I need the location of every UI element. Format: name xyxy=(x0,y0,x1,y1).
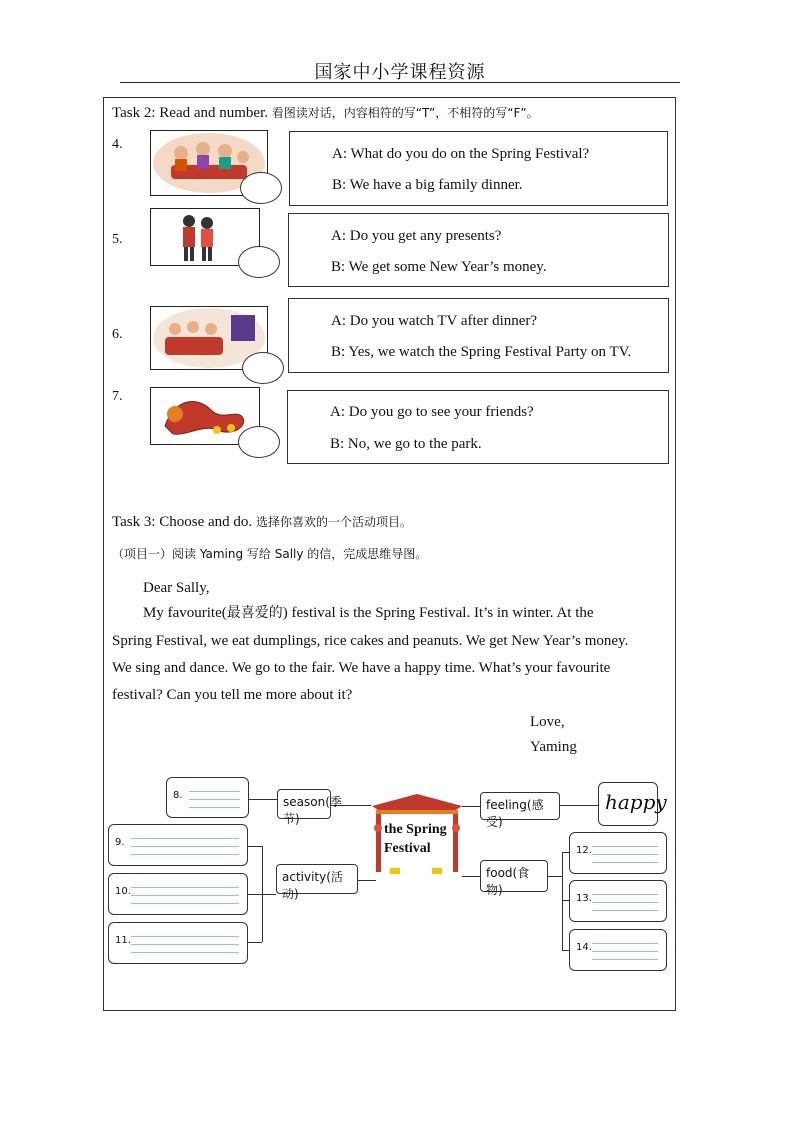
dialogue-question: A: Do you watch TV after dinner? xyxy=(331,313,538,329)
blank-number: 10. xyxy=(115,886,131,897)
connector-line xyxy=(548,876,562,877)
letter-greeting: Dear Sally, xyxy=(143,580,210,596)
item-number: 7. xyxy=(112,389,123,404)
dialogue-box xyxy=(288,213,669,287)
dialogue-question: A: Do you go to see your friends? xyxy=(330,404,534,420)
connector-line xyxy=(248,846,262,847)
center-title-line-2: Festival xyxy=(384,841,431,856)
dialogue-question: A: Do you get any presents? xyxy=(331,228,502,244)
letter-line-1 xyxy=(143,600,670,627)
dialogue-answer: B: Yes, we watch the Spring Festival Party on TV. xyxy=(331,344,632,360)
letter-line-3: We sing and dance. We go to the fair. We have a happy time. What’s your favourite xyxy=(112,660,611,676)
feeling-label: feeling(感受) xyxy=(480,792,560,820)
connector-line xyxy=(358,880,376,881)
blank-number: 9. xyxy=(115,837,125,848)
activity-label: activity(活动) xyxy=(276,864,358,894)
letter-chinese: 最喜爱的 xyxy=(226,605,283,621)
task3-instruction: 选择你喜欢的一个活动项目。 xyxy=(255,515,412,529)
dialogue-box xyxy=(289,131,668,206)
letter-line-2: Spring Festival, we eat dumplings, rice cakes and peanuts. We get New Year’s money. xyxy=(112,633,629,649)
answer-circle[interactable] xyxy=(240,172,282,204)
task3-title: Task 3: Choose and do. xyxy=(112,514,253,530)
letter-text: ) festival is the Spring Festival. It’s in winter. At the xyxy=(282,605,594,621)
dialogue-answer: B: We get some New Year’s money. xyxy=(331,259,547,275)
task2-heading xyxy=(112,104,539,122)
center-title-line-1: the Spring xyxy=(384,822,447,837)
letter-line-4: festival? Can you tell me more about it? xyxy=(112,687,353,703)
food-label: food(食物) xyxy=(480,860,548,892)
blank-number: 11. xyxy=(115,935,131,946)
feeling-answer: happy xyxy=(605,790,667,814)
connector-line xyxy=(249,799,277,800)
connector-line xyxy=(560,805,598,806)
answer-blank-14[interactable] xyxy=(569,929,667,971)
answer-blank-13[interactable] xyxy=(569,880,667,922)
task3-project: （项目一）阅读 Yaming 写给 Sally 的信，完成思维导图。 xyxy=(112,547,428,561)
blank-number: 13. xyxy=(576,893,592,904)
answer-blank-11[interactable] xyxy=(108,922,248,964)
dialogue-answer: B: No, we go to the park. xyxy=(330,436,482,452)
item-number: 5. xyxy=(112,232,123,247)
header-rule xyxy=(120,82,680,83)
blank-number: 8. xyxy=(173,790,183,801)
mindmap-center xyxy=(370,792,464,876)
task2-instruction: 看图读对话，内容相符的写“T”，不相符的写“F”。 xyxy=(271,106,539,120)
connector-line xyxy=(462,876,480,877)
item-number: 4. xyxy=(112,137,123,152)
dialogue-answer: B: We have a big family dinner. xyxy=(332,177,523,193)
dialogue-question: A: What do you do on the Spring Festival? xyxy=(332,146,590,162)
answer-circle[interactable] xyxy=(238,246,280,278)
answer-blank-10[interactable] xyxy=(108,873,248,915)
blank-number: 14. xyxy=(576,942,592,953)
page-header: 国家中小学课程资源 xyxy=(314,62,486,83)
task3-heading xyxy=(112,513,412,531)
answer-blank-12[interactable] xyxy=(569,832,667,874)
connector-line xyxy=(248,942,262,943)
item-number: 6. xyxy=(112,327,123,342)
letter-signature: Yaming xyxy=(530,739,577,755)
letter-closing: Love, xyxy=(530,714,565,730)
answer-blank-8[interactable] xyxy=(166,777,249,818)
answer-circle[interactable] xyxy=(238,426,280,458)
answer-circle[interactable] xyxy=(242,352,284,384)
letter-text: My favourite( xyxy=(143,605,227,621)
feeling-answer-box xyxy=(598,782,667,826)
dialogue-box xyxy=(287,390,669,464)
dialogue-box xyxy=(288,298,669,373)
connector-line xyxy=(462,806,480,807)
task2-title: Task 2: Read and number. xyxy=(112,105,268,121)
answer-blank-9[interactable] xyxy=(108,824,248,866)
season-label: season(季节) xyxy=(277,789,331,819)
connector-line xyxy=(562,852,563,950)
blank-number: 12. xyxy=(576,845,592,856)
connector-line xyxy=(248,894,276,895)
